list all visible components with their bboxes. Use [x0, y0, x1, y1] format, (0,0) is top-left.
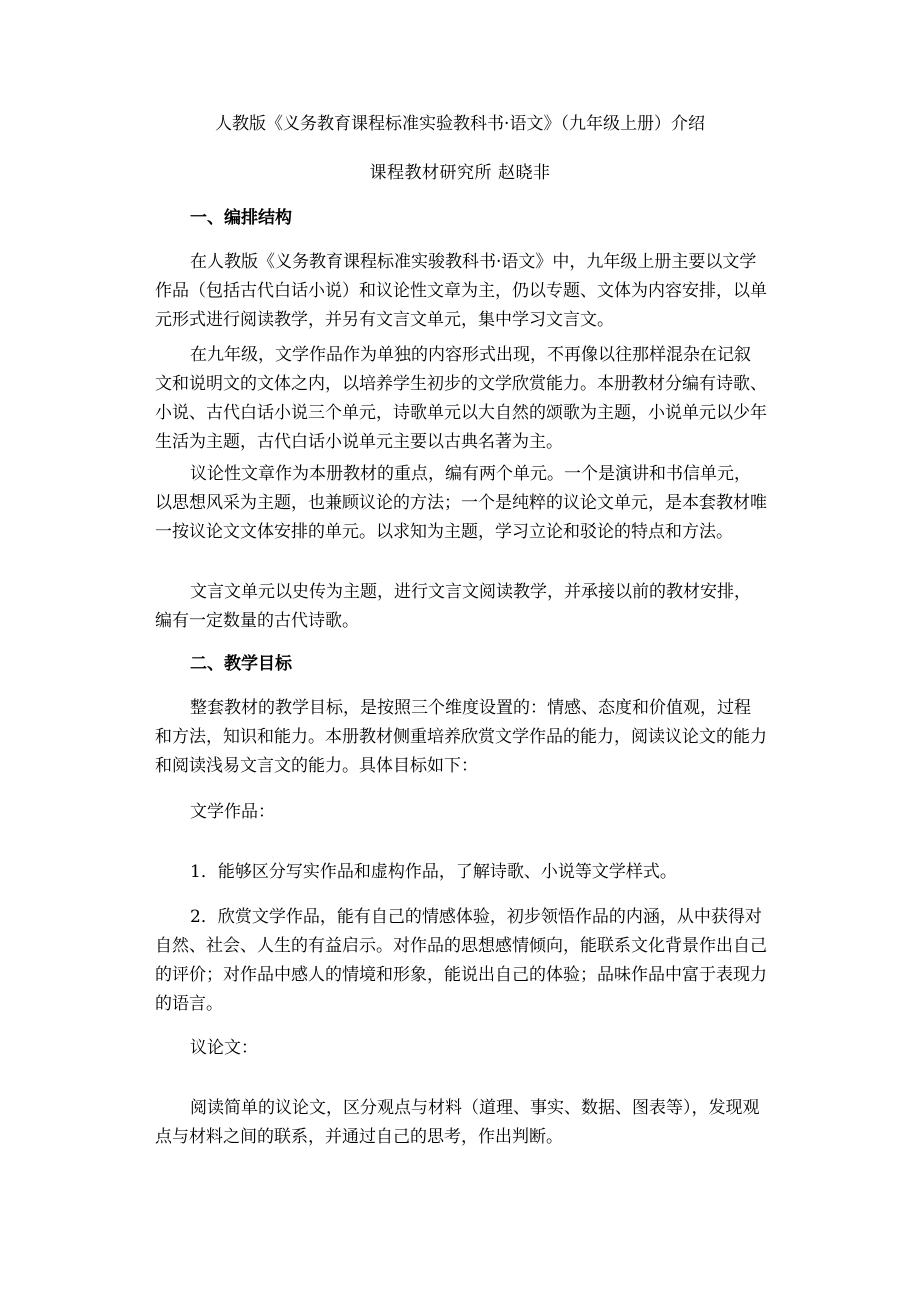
paragraph-goals-intro: 整套教材的教学目标，是按照三个维度设置的：情感、态度和价值观，过程和方法，知识和能力。本册教材侧重培养欣赏文学作品的能力，阅读议论文的能力和阅读浅易文言文的能力。具体目标如下： — [155, 698, 767, 776]
literature-label: 文学作品： — [190, 802, 275, 822]
paragraph-structure-2: 在九年级，文学作品作为单独的内容形式出现，不再像以往那样混杂在记叙文和说明文的文体之内，以培养学生初步的文学欣赏能力。本册教材分编有诗歌、小说、古代白话小说三个单元，诗歌单元以大自然的颂歌为主题，小说单元以少年生活为主题，古代白话小说单元主要以古典名著为主。 — [155, 345, 767, 452]
argument-label: 议论文： — [190, 1038, 258, 1058]
document-title: 人教版《义务教育课程标准实验教科书·语文》（九年级上册）介绍 — [215, 114, 705, 134]
argument-paragraph: 阅读简单的议论文，区分观点与材料（道理、事实、数据、图表等），发现观点与材料之间的联系，并通过自己的思考，作出判断。 — [155, 1098, 760, 1147]
paragraph-structure-4: 文言文单元以史传为主题，进行文言文阅读教学，并承接以前的教材安排，编有一定数量的古代诗歌。 — [155, 582, 751, 631]
section-heading-structure: 一、编排结构 — [190, 208, 292, 228]
document-author: 课程教材研究所 赵晓非 — [369, 163, 551, 183]
paragraph-structure-1: 在人教版《义务教育课程标准实骏教科书·语文》中，九年级上册主要以文学作品（包括古代白话小说）和议论性文章为主，仍以专题、文体为内容安排，以单元形式进行阅读教学，并另有文言文单元，集中学习文言文。 — [155, 252, 767, 330]
section-heading-goals: 二、教学目标 — [190, 654, 292, 674]
literature-item-1: 1．能够区分写实作品和虚构作品，了解诗歌、小说等文学样式。 — [190, 862, 677, 882]
literature-item-2: 2．欣赏文学作品，能有自己的情感体验，初步领悟作品的内涵，从中获得对自然、社会、人生的有益启示。对作品的思想感情倾向，能联系文化背景作出自己的评价；对作品中感人的情境和形象，能说出自己的体验；品味作品中富于表现力的语言。 — [155, 907, 767, 1014]
paragraph-structure-3: 议论性文章作为本册教材的重点，编有两个单元。一个是演讲和书信单元，以思想风采为主题，也兼顾议论的方法；一个是纯粹的议论文单元，是本套教材唯一按议论文文体安排的单元。以求知为主题，学习立论和驳论的特点和方法。 — [155, 464, 767, 542]
